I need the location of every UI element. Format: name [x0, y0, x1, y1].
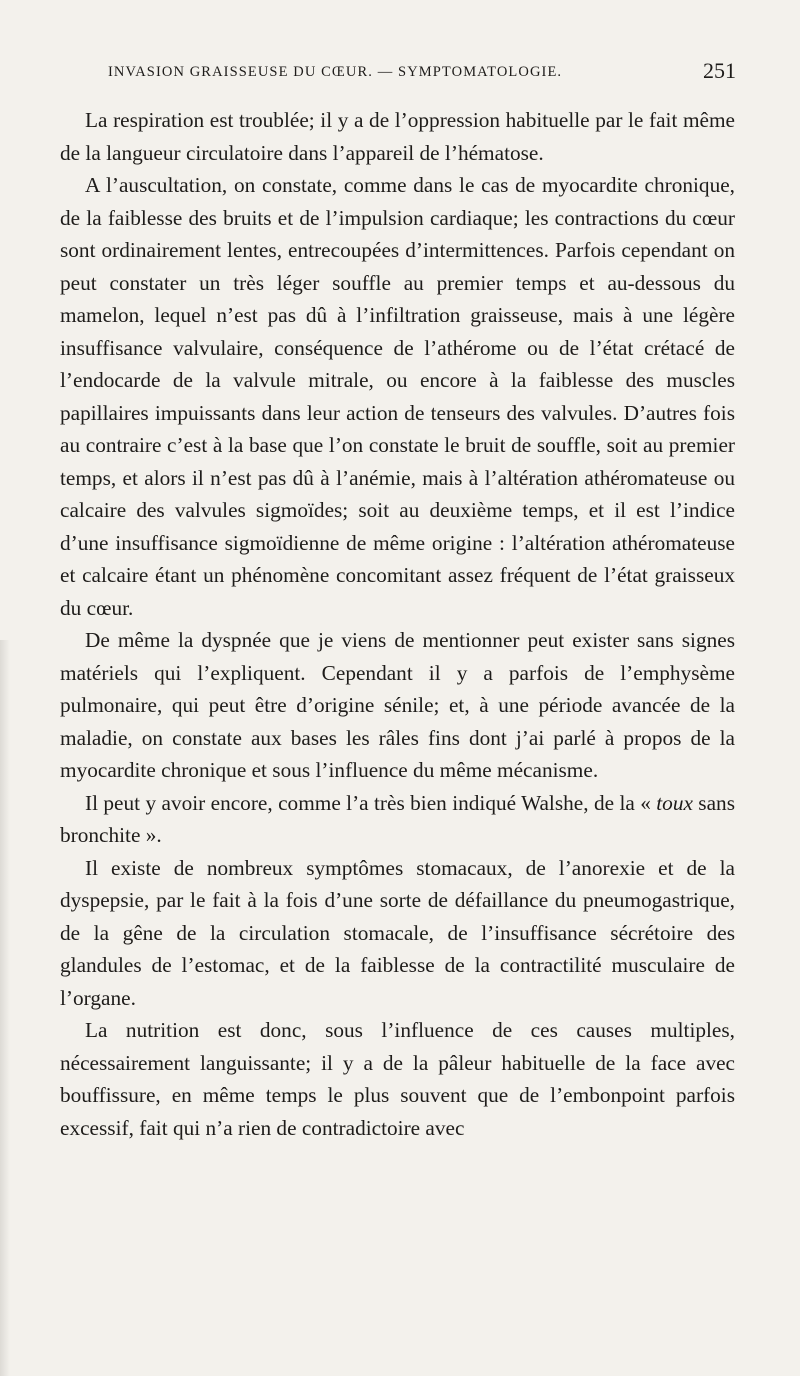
page-edge-shadow — [0, 640, 10, 1376]
running-header — [108, 58, 736, 88]
paragraph-respiration: La respiration est troublée; il y a de l’oppression habituelle par le fait même de la langueur circulatoire dans l’appareil de l’hématose. — [60, 108, 735, 165]
body-text — [60, 104, 735, 1144]
running-head-title: INVASION GRAISSEUSE DU CŒUR. — SYMPTOMATOLOGIE. — [108, 64, 563, 80]
paragraph-dyspnee: De même la dyspnée que je viens de mentionner peut exister sans signes matériels qui l’expliquent. Cependant il y a parfois de l’emphysème pulmonaire, qui peut être d’origine sénile; et, à une période avancée de la maladie, on constate aux bases les râles fins dont j’ai parlé à propos de la myocardite chronique et sous l’influence du même mécanisme. — [60, 628, 735, 782]
paragraph-symptomes-stomacaux: Il existe de nombreux symptômes stomacaux, de l’anorexie et de la dyspepsie, par le fait à la fois d’une sorte de défaillance du pneumogastrique, de la gêne de la circulation stomacale, de l’insuffisance sécrétoire des glandules de l’estomac, et de la faiblesse de la contractilité musculaire de l’organe. — [60, 855, 735, 1010]
italic-term-toux: toux — [656, 790, 693, 815]
paragraph-toux-lead: Il peut y avoir encore, comme l’a très bien indiqué Walshe, de la « — [85, 790, 657, 815]
page-number: 251 — [703, 58, 736, 83]
paragraph-auscultation: A l’auscultation, on constate, comme dans le cas de myocardite chronique, de la faiblesse des bruits et de l’impulsion cardiaque; les contractions du cœur sont ordinairement lentes, entrecoupées d’intermittences. Parfois cependant on peut constater un très léger souffle au premier temps et au-dessous du mamelon, lequel n’est pas dû à l’infiltration graisseuse, mais à une légère insuffisance valvulaire, conséquence de l’athérome ou de l’état crétacé de l’endocarde de la valvule mitrale, ou encore à la faiblesse des muscles papillaires impuissants dans leur action de tenseurs des valvules. D’autres fois au contraire c’est à la base que l’on constate le bruit de souffle, soit au premier temps, et alors il n’est pas dû à l’anémie, mais à l’altération athéromateuse ou calcaire des valvules sigmoïdes; soit au deuxième temps, et il est l’indice d’une insuffisance sigmoïdienne de même origine : l’altération athéromateuse et calcaire étant un phénomène concomitant assez fréquent de l’état graisseux du cœur. — [60, 173, 735, 620]
paragraph-nutrition: La nutrition est donc, sous l’influence de ces causes multiples, nécessairement languissante; il y a de la pâleur habituelle de la face avec bouffissure, en même temps le plus souvent que de l’embonpoint parfois excessif, fait qui n’a rien de contradictoire avec — [60, 1018, 735, 1140]
paragraph-toux-tail: sans bronchite ». — [60, 790, 735, 847]
paragraph-toux — [60, 787, 735, 852]
